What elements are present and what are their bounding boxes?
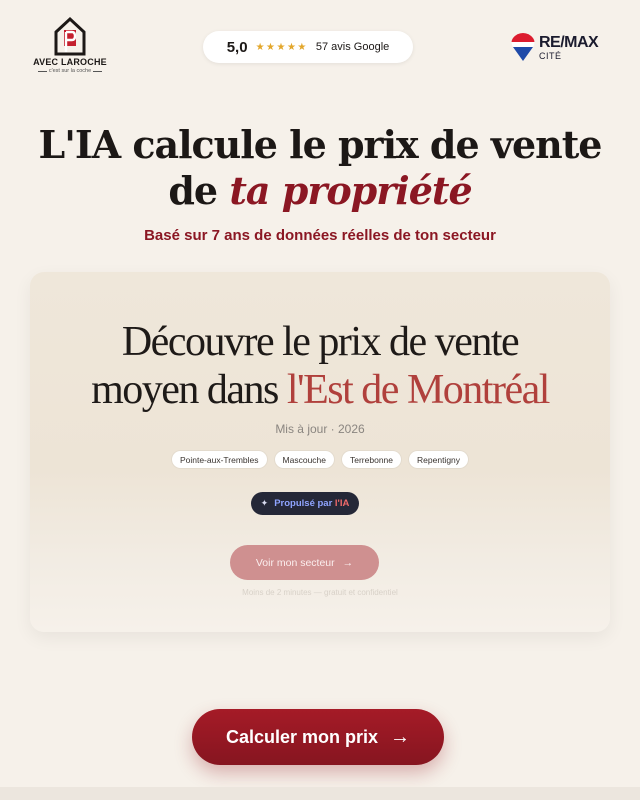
ai-badge-prefix: Propulsé par xyxy=(274,498,335,509)
preview-heading-accent: l'Est de Montréal xyxy=(286,367,549,413)
avec-laroche-logo[interactable] xyxy=(34,16,106,74)
brand-name: AVEC LAROCHE xyxy=(33,57,107,67)
see-sector-label: Voir mon secteur xyxy=(255,556,335,569)
preview-heading xyxy=(30,318,610,414)
ai-badge xyxy=(251,492,359,515)
preview-heading-line2-prefix: moyen dans xyxy=(91,367,287,413)
rating-reviews: 57 avis Google xyxy=(315,41,390,53)
sector-chip[interactable]: Pointe-aux-Trembles xyxy=(172,451,267,468)
remax-logo xyxy=(510,32,598,64)
hero-title-line2-prefix: de xyxy=(168,168,230,213)
see-sector-button[interactable] xyxy=(230,545,379,580)
hero-title-accent: ta propriété xyxy=(229,168,472,213)
hero-title xyxy=(0,122,640,214)
sparkle-icon: ✦ xyxy=(260,498,269,508)
house-logo-icon xyxy=(53,16,87,56)
remax-city: CITÉ xyxy=(539,51,562,61)
google-rating-badge[interactable] xyxy=(203,31,413,63)
ai-badge-accent: l'IA xyxy=(334,498,350,509)
hero-title-line1: L'IA calcule le prix de vente xyxy=(38,122,602,167)
preview-card xyxy=(30,272,610,632)
calculate-price-label: Calculer mon prix xyxy=(225,726,379,747)
preview-note: Moins de 2 minutes — gratuit et confidentiel xyxy=(242,588,398,597)
preview-heading-line1: Découvre le prix de vente xyxy=(121,319,519,365)
preview-updated: Mis à jour · 2026 xyxy=(275,422,365,436)
arrow-right-icon: → xyxy=(342,556,354,569)
sector-chip[interactable]: Repentigny xyxy=(409,451,468,468)
arrow-right-icon: → xyxy=(390,725,411,748)
rating-score: 5,0 xyxy=(226,38,248,56)
brand-tagline: c'est sur la coche xyxy=(38,68,102,74)
rating-stars-icon: ★★★★★ xyxy=(255,41,308,53)
sector-chip[interactable]: Terrebonne xyxy=(342,451,401,468)
remax-balloon-icon xyxy=(510,32,536,62)
hero-subtitle: Basé sur 7 ans de données réelles de ton secteur xyxy=(144,227,496,244)
calculate-price-button[interactable] xyxy=(192,709,444,765)
sector-chip[interactable]: Mascouche xyxy=(275,451,334,468)
sector-chips xyxy=(30,451,610,468)
remax-name: RE/MAX xyxy=(539,34,599,51)
bottom-bar xyxy=(0,787,640,800)
